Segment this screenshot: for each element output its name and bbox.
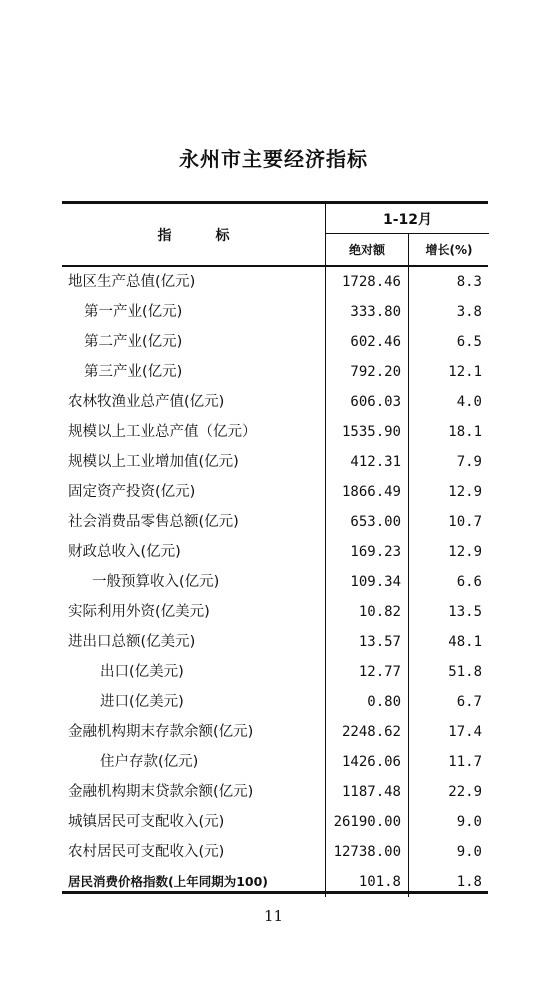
absolute-value-cell: 12738.00 xyxy=(325,837,407,867)
table-row xyxy=(62,537,488,567)
indicator-header-char-2: 标 xyxy=(215,227,230,244)
absolute-value-cell: 10.82 xyxy=(325,597,407,627)
absolute-value-cell: 101.8 xyxy=(325,867,407,897)
table-row xyxy=(62,417,488,447)
table-row xyxy=(62,627,488,657)
indicator-label: 实际利用外资(亿美元) xyxy=(68,604,210,620)
table-row xyxy=(62,747,488,777)
absolute-value-cell: 109.34 xyxy=(325,567,407,597)
table-row xyxy=(62,297,488,327)
absolute-value-cell: 1187.48 xyxy=(325,777,407,807)
indicator-label: 住户存款(亿元) xyxy=(100,754,199,770)
absolute-value-cell: 1866.49 xyxy=(325,477,407,507)
absolute-value-cell: 1535.90 xyxy=(325,417,407,447)
indicator-header-char-1: 指 xyxy=(157,227,172,244)
table-row xyxy=(62,657,488,687)
growth-rate-cell: 13.5 xyxy=(408,597,488,627)
growth-rate-cell: 4.0 xyxy=(408,387,488,417)
absolute-value-cell: 1426.06 xyxy=(325,747,407,777)
absolute-value-cell: 606.03 xyxy=(325,387,407,417)
absolute-value-header: 绝对额 xyxy=(325,234,408,265)
growth-rate-cell: 9.0 xyxy=(408,807,488,837)
growth-rate-cell: 8.3 xyxy=(408,267,488,297)
table-row xyxy=(62,597,488,627)
indicator-label: 金融机构期末存款余额(亿元) xyxy=(68,724,254,740)
growth-rate-cell: 10.7 xyxy=(408,507,488,537)
indicator-label: 农村居民可支配收入(元) xyxy=(68,844,225,860)
table-row xyxy=(62,387,488,417)
growth-rate-cell: 11.7 xyxy=(408,747,488,777)
growth-rate-cell: 7.9 xyxy=(408,447,488,477)
growth-rate-cell: 9.0 xyxy=(408,837,488,867)
absolute-value-cell: 653.00 xyxy=(325,507,407,537)
absolute-value-cell: 0.80 xyxy=(325,687,407,717)
indicator-label: 居民消费价格指数(上年同期为100) xyxy=(68,874,269,889)
indicator-label: 农林牧渔业总产值(亿元) xyxy=(68,394,225,410)
growth-rate-cell: 3.8 xyxy=(408,297,488,327)
growth-rate-cell: 12.9 xyxy=(408,477,488,507)
page-number: 11 xyxy=(263,907,284,925)
growth-rate-cell: 17.4 xyxy=(408,717,488,747)
growth-rate-cell: 12.1 xyxy=(408,357,488,387)
table-row xyxy=(62,267,488,297)
indicator-label: 第一产业(亿元) xyxy=(84,304,183,320)
growth-rate-cell: 6.6 xyxy=(408,567,488,597)
growth-rate-cell: 6.7 xyxy=(408,687,488,717)
table-header xyxy=(62,204,488,265)
growth-rate-cell: 51.8 xyxy=(408,657,488,687)
indicator-label: 规模以上工业总产值（亿元） xyxy=(68,424,257,440)
indicator-label: 金融机构期末贷款余额(亿元) xyxy=(68,784,254,800)
page-title: 永州市主要经济指标 xyxy=(179,147,368,171)
table-bottom-rule xyxy=(62,891,488,894)
growth-rate-header: 增长(%) xyxy=(408,234,489,265)
indicator-label: 规模以上工业增加值(亿元) xyxy=(68,454,239,470)
table-row xyxy=(62,717,488,747)
table-row xyxy=(62,777,488,807)
indicator-label: 社会消费品零售总额(亿元) xyxy=(68,514,239,530)
table-row xyxy=(62,807,488,837)
absolute-value-cell: 13.57 xyxy=(325,627,407,657)
indicator-label: 第二产业(亿元) xyxy=(84,334,183,350)
growth-rate-cell: 18.1 xyxy=(408,417,488,447)
absolute-value-cell: 333.80 xyxy=(325,297,407,327)
indicator-label: 财政总收入(亿元) xyxy=(68,544,181,560)
absolute-value-cell: 412.31 xyxy=(325,447,407,477)
indicator-label: 第三产业(亿元) xyxy=(84,364,183,380)
absolute-value-cell: 12.77 xyxy=(325,657,407,687)
indicator-label: 地区生产总值(亿元) xyxy=(68,274,196,290)
growth-rate-cell: 6.5 xyxy=(408,327,488,357)
absolute-value-cell: 1728.46 xyxy=(325,267,407,297)
absolute-value-cell: 602.46 xyxy=(325,327,407,357)
period-header: 1-12月 xyxy=(325,204,489,234)
table-row xyxy=(62,447,488,477)
indicator-label: 一般预算收入(亿元) xyxy=(92,574,220,590)
table-row xyxy=(62,477,488,507)
table-row xyxy=(62,567,488,597)
indicator-column-header xyxy=(62,204,325,265)
indicator-label: 进口(亿美元) xyxy=(100,694,184,710)
indicator-label: 进出口总额(亿美元) xyxy=(68,634,196,650)
absolute-value-cell: 169.23 xyxy=(325,537,407,567)
indicator-label: 出口(亿美元) xyxy=(100,664,184,680)
table-body xyxy=(62,267,488,897)
indicator-label: 固定资产投资(亿元) xyxy=(68,484,196,500)
growth-rate-cell: 22.9 xyxy=(408,777,488,807)
indicator-label: 城镇居民可支配收入(元) xyxy=(68,814,225,830)
growth-rate-cell: 48.1 xyxy=(408,627,488,657)
absolute-value-cell: 792.20 xyxy=(325,357,407,387)
absolute-value-cell: 26190.00 xyxy=(325,807,407,837)
table-row xyxy=(62,687,488,717)
table-row xyxy=(62,837,488,867)
table-row xyxy=(62,327,488,357)
absolute-value-cell: 2248.62 xyxy=(325,717,407,747)
table-row xyxy=(62,507,488,537)
growth-rate-cell: 1.8 xyxy=(408,867,488,897)
table-row xyxy=(62,357,488,387)
growth-rate-cell: 12.9 xyxy=(408,537,488,567)
